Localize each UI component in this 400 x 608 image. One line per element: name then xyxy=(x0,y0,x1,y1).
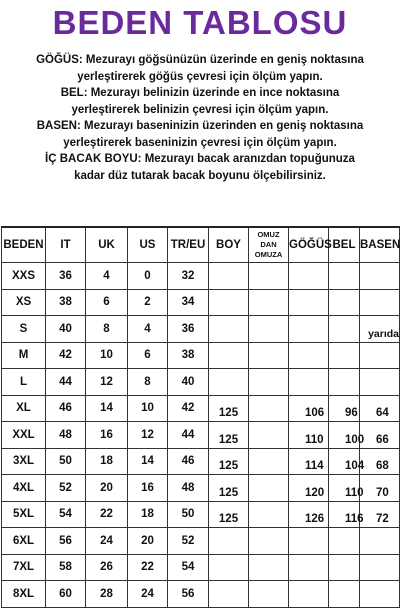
table-cell xyxy=(249,528,289,555)
table-cell xyxy=(329,554,360,581)
table-cell xyxy=(289,528,329,555)
table-cell: 110 xyxy=(329,475,360,502)
header-omuz: OMUZ DAN OMUZA xyxy=(249,227,289,263)
table-cell: 126 xyxy=(289,501,329,528)
guide-line: BEL: Mezurayı belinizin üzerinde en ince noktasına xyxy=(60,87,340,99)
table-cell xyxy=(329,316,360,343)
table-cell: 16 xyxy=(128,475,168,502)
table-cell xyxy=(329,342,360,369)
guide-line: BASEN: Mezurayı baseninizin üzerinden en geniş noktasına xyxy=(36,120,364,132)
table-cell: 125 xyxy=(209,422,249,449)
table-row xyxy=(2,581,400,608)
table-cell: 4 xyxy=(86,263,128,290)
table-cell: S xyxy=(2,316,46,343)
table-cell: 12 xyxy=(86,369,128,396)
table-cell: 46 xyxy=(168,448,209,475)
table-cell xyxy=(209,263,249,290)
table-row xyxy=(2,263,400,290)
header-bel: BEL xyxy=(329,227,360,263)
table-row xyxy=(2,422,400,449)
table-row xyxy=(2,369,400,396)
table-cell xyxy=(289,316,329,343)
table-cell: 106 xyxy=(289,395,329,422)
table-cell xyxy=(289,581,329,608)
table-cell: 60 xyxy=(46,581,86,608)
table-cell xyxy=(360,528,400,555)
table-cell xyxy=(249,554,289,581)
table-cell: 70 xyxy=(360,475,400,502)
table-cell xyxy=(289,369,329,396)
table-cell xyxy=(360,342,400,369)
table-cell: 125 xyxy=(209,448,249,475)
table-cell: 44 xyxy=(46,369,86,396)
table-cell: 44 xyxy=(168,422,209,449)
table-cell xyxy=(249,369,289,396)
table-cell: 66 xyxy=(360,422,400,449)
table-cell: L xyxy=(2,369,46,396)
table-cell: 42 xyxy=(168,395,209,422)
table-cell xyxy=(249,289,289,316)
table-cell: 34 xyxy=(168,289,209,316)
table-cell: 104 xyxy=(329,448,360,475)
page-title: BEDEN TABLOSU xyxy=(52,4,348,41)
table-cell xyxy=(209,528,249,555)
guide-line: GÖĞÜS: Mezurayı göğsünüzün üzerinde en geniş noktasına xyxy=(36,54,364,66)
table-cell: 6 xyxy=(128,342,168,369)
table-cell: 24 xyxy=(86,528,128,555)
table-cell: 7XL xyxy=(2,554,46,581)
table-row xyxy=(2,448,400,475)
table-cell: 26 xyxy=(86,554,128,581)
table-cell: 42 xyxy=(46,342,86,369)
table-cell xyxy=(249,395,289,422)
table-cell: 4 xyxy=(128,316,168,343)
table-cell xyxy=(329,581,360,608)
table-cell: 14 xyxy=(86,395,128,422)
table-cell: XXL xyxy=(2,422,46,449)
table-cell xyxy=(209,316,249,343)
table-row xyxy=(2,342,400,369)
table-cell: 40 xyxy=(168,369,209,396)
table-row xyxy=(2,316,400,343)
table-cell: XXS xyxy=(2,263,46,290)
table-cell: 14 xyxy=(128,448,168,475)
table-cell: 6XL xyxy=(2,528,46,555)
table-cell: 125 xyxy=(209,501,249,528)
table-cell xyxy=(209,289,249,316)
table-cell xyxy=(329,289,360,316)
table-cell: 10 xyxy=(86,342,128,369)
table-cell: 48 xyxy=(168,475,209,502)
table-cell: 46 xyxy=(46,395,86,422)
table-cell: 22 xyxy=(86,501,128,528)
size-table-body xyxy=(2,263,400,608)
header-beden: BEDEN xyxy=(2,227,46,263)
table-cell: 40 xyxy=(46,316,86,343)
table-row xyxy=(2,528,400,555)
table-cell xyxy=(289,263,329,290)
table-cell: 110 xyxy=(289,422,329,449)
table-cell xyxy=(249,263,289,290)
table-header-row xyxy=(2,227,400,263)
header-us: US xyxy=(128,227,168,263)
header-gogus: GÖĞÜS xyxy=(289,227,329,263)
table-cell xyxy=(360,369,400,396)
table-cell: 64 xyxy=(360,395,400,422)
table-cell: 58 xyxy=(46,554,86,581)
table-row xyxy=(2,554,400,581)
table-cell: 125 xyxy=(209,395,249,422)
table-cell: 22 xyxy=(128,554,168,581)
table-cell xyxy=(249,581,289,608)
guide-line: yerleştirerek göğüs çevresi için ölçüm yapın. xyxy=(77,70,323,83)
table-cell xyxy=(360,554,400,581)
table-cell: 6 xyxy=(86,289,128,316)
table-cell: 56 xyxy=(46,528,86,555)
table-cell xyxy=(360,289,400,316)
table-cell: 50 xyxy=(46,448,86,475)
table-cell: 28 xyxy=(86,581,128,608)
table-cell: 0 xyxy=(128,263,168,290)
table-cell: 100 xyxy=(329,422,360,449)
header-tr-eu: TR/EU xyxy=(168,227,209,263)
table-cell: 48 xyxy=(46,422,86,449)
guide-line: kadar düz tutarak bacak boyunu ölçebilirsiniz. xyxy=(74,169,326,182)
table-cell: M xyxy=(2,342,46,369)
table-cell xyxy=(289,342,329,369)
table-cell xyxy=(289,289,329,316)
table-cell: 54 xyxy=(168,554,209,581)
table-cell: 2 xyxy=(128,289,168,316)
guide-line: yerleştirerek belinizin çevresi için ölçüm yapın. xyxy=(71,103,329,116)
table-cell: 52 xyxy=(46,475,86,502)
table-cell: 96 xyxy=(329,395,360,422)
table-cell: 3XL xyxy=(2,448,46,475)
size-table xyxy=(1,226,400,608)
table-row xyxy=(2,501,400,528)
table-cell: 120 xyxy=(289,475,329,502)
header-uk: UK xyxy=(86,227,128,263)
table-cell xyxy=(249,342,289,369)
table-cell: 8 xyxy=(86,316,128,343)
table-cell: 50 xyxy=(168,501,209,528)
table-cell xyxy=(249,448,289,475)
table-cell: 36 xyxy=(168,316,209,343)
table-cell: 38 xyxy=(46,289,86,316)
table-cell: 8XL xyxy=(2,581,46,608)
table-row xyxy=(2,289,400,316)
table-cell xyxy=(209,369,249,396)
table-cell xyxy=(329,528,360,555)
table-cell: 38 xyxy=(168,342,209,369)
header-basen: BASEN xyxy=(360,227,400,263)
table-cell: 68 xyxy=(360,448,400,475)
table-cell xyxy=(209,581,249,608)
table-cell: 20 xyxy=(128,528,168,555)
table-cell: 116 xyxy=(329,501,360,528)
table-cell: 52 xyxy=(168,528,209,555)
table-cell: 56 xyxy=(168,581,209,608)
table-cell xyxy=(249,422,289,449)
measurement-guide xyxy=(0,52,400,184)
table-cell xyxy=(209,554,249,581)
table-cell xyxy=(209,342,249,369)
table-cell xyxy=(249,316,289,343)
table-cell xyxy=(360,263,400,290)
guide-line: İÇ BACAK BOYU: Mezurayı bacak aranızdan topuğunuza xyxy=(45,153,355,165)
table-cell: 5XL xyxy=(2,501,46,528)
table-cell: yarıda xyxy=(360,316,400,343)
table-cell: 4XL xyxy=(2,475,46,502)
table-cell: 24 xyxy=(128,581,168,608)
table-cell xyxy=(289,554,329,581)
header-it: IT xyxy=(46,227,86,263)
table-row xyxy=(2,395,400,422)
table-cell: 8 xyxy=(128,369,168,396)
table-cell: 54 xyxy=(46,501,86,528)
guide-line: yerleştirerek baseninizin çevresi için ölçüm yapın. xyxy=(63,136,337,149)
table-row xyxy=(2,475,400,502)
table-cell: 16 xyxy=(86,422,128,449)
table-cell xyxy=(329,263,360,290)
table-cell: 125 xyxy=(209,475,249,502)
table-cell: 18 xyxy=(86,448,128,475)
table-cell: 10 xyxy=(128,395,168,422)
table-cell: 36 xyxy=(46,263,86,290)
table-cell xyxy=(249,501,289,528)
table-cell: 12 xyxy=(128,422,168,449)
table-cell: XL xyxy=(2,395,46,422)
table-cell xyxy=(249,475,289,502)
table-cell: 20 xyxy=(86,475,128,502)
table-cell: 32 xyxy=(168,263,209,290)
table-cell: 72 xyxy=(360,501,400,528)
header-boy: BOY xyxy=(209,227,249,263)
table-cell xyxy=(360,581,400,608)
table-cell: 18 xyxy=(128,501,168,528)
table-cell xyxy=(329,369,360,396)
table-cell: XS xyxy=(2,289,46,316)
table-cell: 114 xyxy=(289,448,329,475)
